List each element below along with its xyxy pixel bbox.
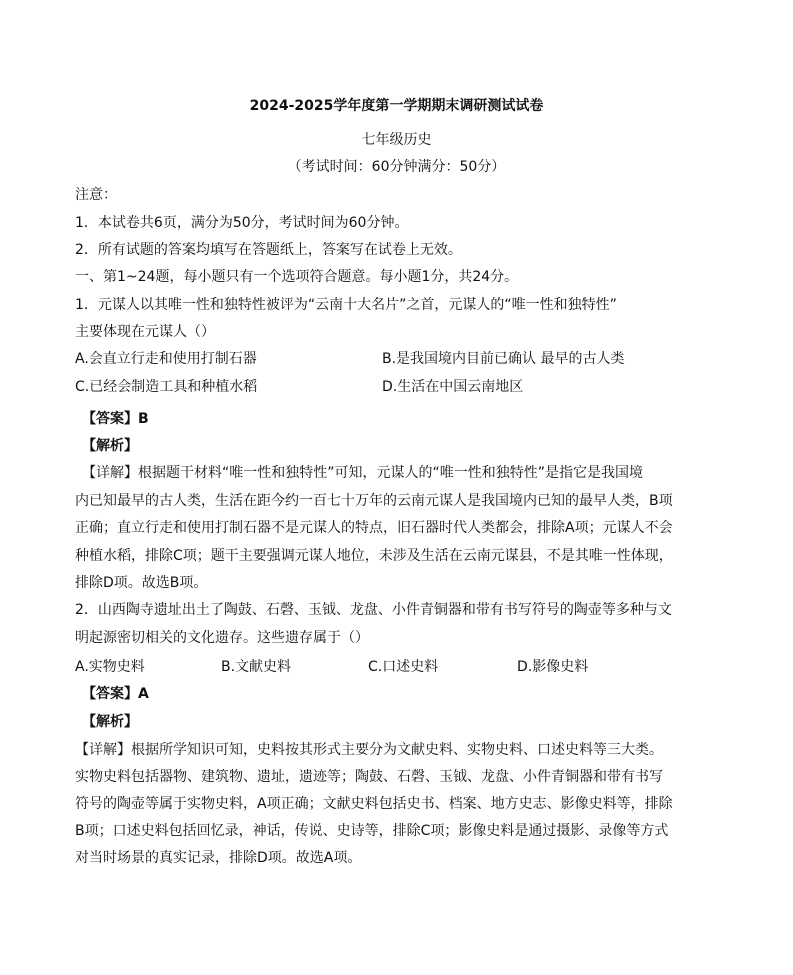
question-2-detail: 符号的陶壶等属于实物史料，A项正确；文献史料包括史书、档案、地方史志、影像史料等，排除 xyxy=(75,796,673,812)
exam-info: （考试时间：60分钟满分：50分） xyxy=(287,159,506,175)
exam-title: 2024-2025学年度第一学期期末调研测试试卷 xyxy=(249,98,544,114)
note-item: 2．所有试题的答案均填写在答题纸上，答案写在试卷上无效。 xyxy=(75,242,462,258)
question-1-option-a: A.会直立行走和使用打制石器 xyxy=(75,351,257,367)
question-1-stem: 主要体现在元谋人（） xyxy=(75,324,215,340)
question-2-detail: B项；口述史料包括回忆录，神话，传说、史诗等，排除C项；影像史料是通过摄影、录像等方式 xyxy=(75,823,669,839)
question-2-detail: 实物史料包括器物、建筑物、遗址，遗迹等；陶鼓、石磬、玉钺、龙盘、小件青铜器和带有书写 xyxy=(75,769,663,785)
exam-subject: 七年级历史 xyxy=(361,132,432,148)
question-2-option-c: C.口述史料 xyxy=(368,659,439,675)
question-1-option-d: D.生活在中国云南地区 xyxy=(382,379,524,395)
question-1-detail: 正确；直立行走和使用打制石器不是元谋人的特点，旧石器时代人类都会，排除A项；元谋人不会 xyxy=(75,520,673,536)
question-1-detail: 【详解】根据题干材料“唯一性和独特性”可知，元谋人的“唯一性和独特性”是指它是我国境 xyxy=(82,465,644,481)
question-1-analysis-label: 【解析】 xyxy=(82,438,138,454)
question-1-detail: 排除D项。故选B项。 xyxy=(75,575,208,591)
question-2-option-d: D.影像史料 xyxy=(517,659,589,675)
question-2-option-b: B.文献史料 xyxy=(221,659,292,675)
question-2-analysis-label: 【解析】 xyxy=(82,714,138,730)
question-1-answer: 【答案】B xyxy=(82,411,149,427)
question-1-detail: 种植水稻，排除C项；题干主要强调元谋人地位，未涉及生活在云南元谋县，不是其唯一性体现， xyxy=(75,548,673,564)
question-2-answer: 【答案】A xyxy=(82,686,149,702)
section-heading: 一、第1~24题，每小题只有一个选项符合题意。每小题1分，共24分。 xyxy=(75,269,519,285)
question-2-stem: 明起源密切相关的文化遗存。这些遗存属于（） xyxy=(75,630,369,646)
question-2-detail: 【详解】根据所学知识可知，史料按其形式主要分为文献史料、实物史料、口述史料等三大类。 xyxy=(75,742,663,758)
question-2-detail: 对当时场景的真实记录，排除D项。故选A项。 xyxy=(75,850,362,866)
notes-heading: 注意： xyxy=(75,187,117,203)
question-1-detail: 内已知最早的古人类，生活在距今约一百七十万年的云南元谋人是我国境内已知的最早人类，B项 xyxy=(75,493,673,509)
question-2-option-a: A.实物史料 xyxy=(75,659,145,675)
question-2-stem: 2．山西陶寺遗址出土了陶鼓、石磬、玉钺、龙盘、小件青铜器和带有书写符号的陶壶等多种与文 xyxy=(75,602,672,618)
question-1-stem: 1．元谋人以其唯一性和独特性被评为“云南十大名片”之首，元谋人的“唯一性和独特性” xyxy=(75,297,617,313)
note-item: 1．本试卷共6页，满分为50分，考试时间为60分钟。 xyxy=(75,215,409,231)
question-1-option-c: C.已经会制造工具和种植水稻 xyxy=(75,379,258,395)
question-1-option-b: B.是我国境内目前已确认 最早的古人类 xyxy=(382,351,625,367)
